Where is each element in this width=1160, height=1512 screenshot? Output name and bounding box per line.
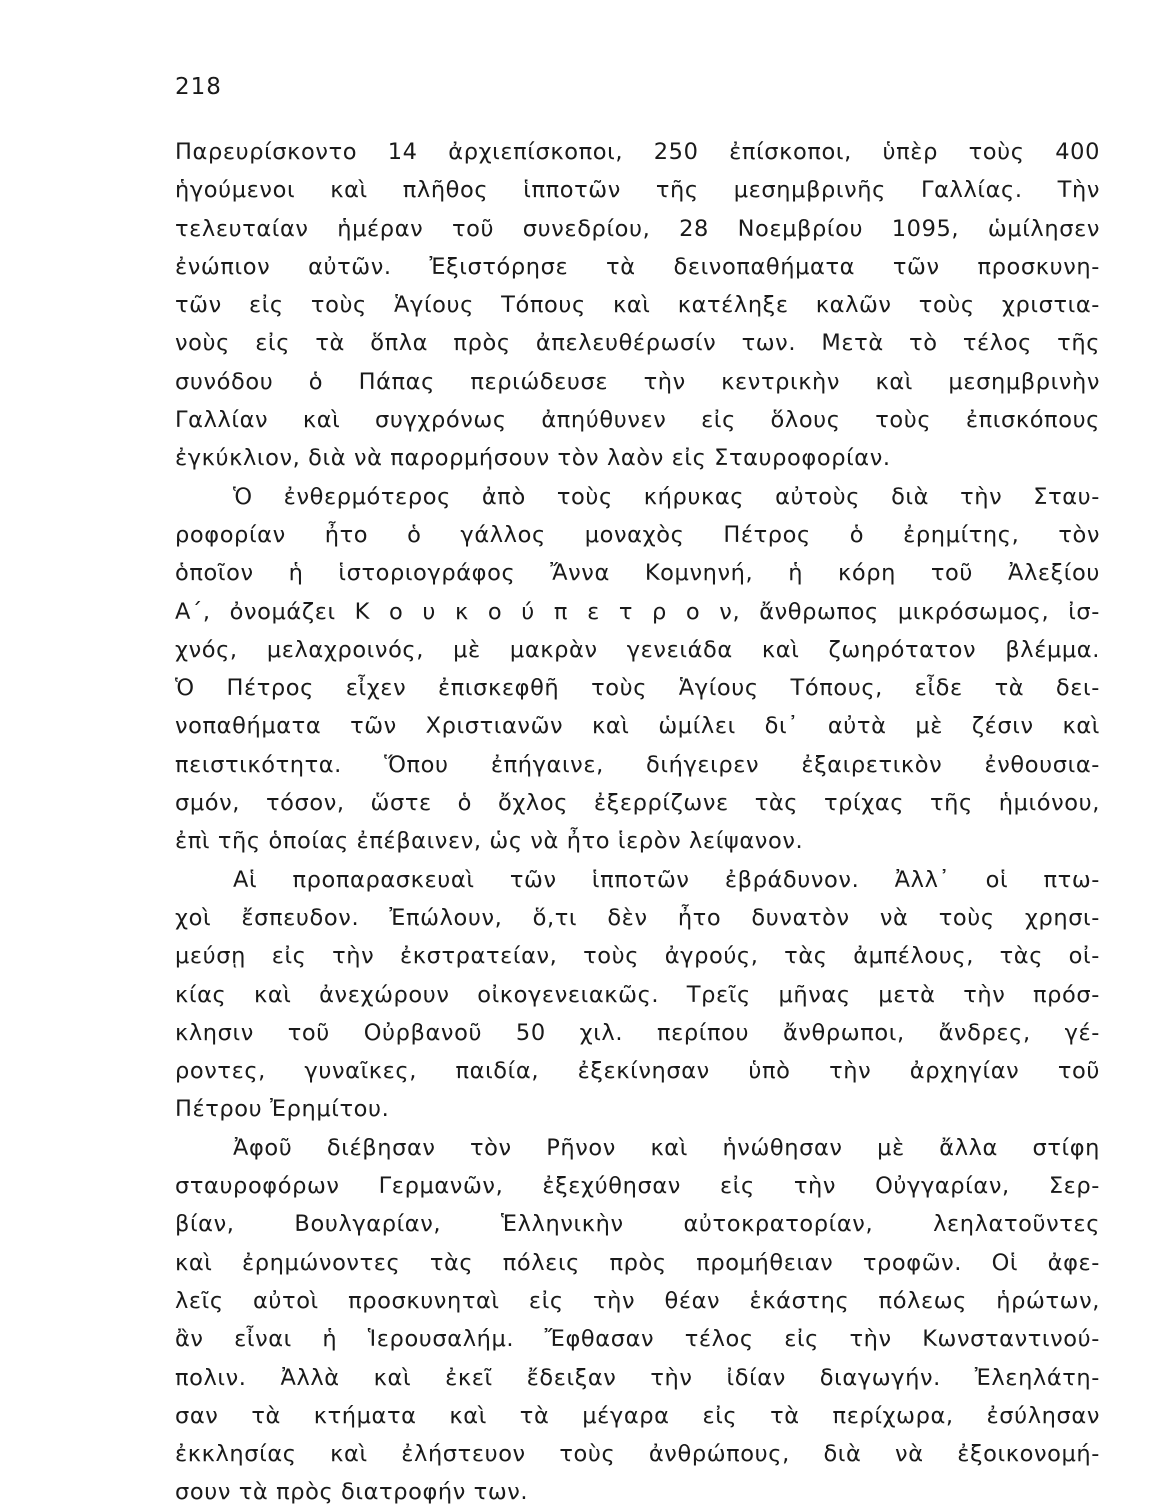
text-line: ὁποῖον ἡ ἱστοριογράφος Ἄννα Κομνηνή, ἡ κόρη τοῦ Ἀλεξίου: [175, 560, 1100, 587]
body-text: [175, 133, 1100, 1512]
text-line: πολιν. Ἀλλὰ καὶ ἐκεῖ ἔδειξαν τὴν ἰδίαν διαγωγήν. Ἐλεηλάτη-: [175, 1364, 1100, 1391]
text-line: Ἀφοῦ διέβησαν τὸν Ρῆνον καὶ ἡνώθησαν μὲ ἄλλα στίφη: [233, 1134, 1100, 1161]
text-line: χνός, μελαχροινός, μὲ μακρὰν γενειάδα καὶ ζωηρότατον βλέμμα.: [175, 636, 1100, 663]
page-number: 218: [175, 74, 222, 100]
text-line: ἡγούμενοι καὶ πλῆθος ἱπποτῶν τῆς μεσημβρινῆς Γαλλίας. Τὴν: [175, 177, 1100, 204]
text-line: μεύσῃ εἰς τὴν ἐκστρατείαν, τοὺς ἀγρούς, τὰς ἀμπέλους, τὰς οἰ-: [175, 943, 1100, 970]
text-line: τελευταίαν ἡμέραν τοῦ συνεδρίου, 28 Νοεμβρίου 1095, ὡμίλησεν: [175, 215, 1100, 242]
text-line: Ὁ Πέτρος εἶχεν ἐπισκεφθῆ τοὺς Ἁγίους Τόπους, εἶδε τὰ δει-: [175, 675, 1100, 702]
text-line: πειστικότητα. Ὅπου ἐπήγαινε, διήγειρεν ἐξαιρετικὸν ἐνθουσια-: [175, 751, 1100, 778]
text-line: ροντες, γυναῖκες, παιδία, ἐξεκίνησαν ὑπὸ τὴν ἀρχηγίαν τοῦ: [175, 1058, 1100, 1085]
text-line: Παρευρίσκοντο 14 ἀρχιεπίσκοποι, 250 ἐπίσκοποι, ὑπὲρ τοὺς 400: [175, 139, 1100, 165]
text-line: καὶ ἐρημώνοντες τὰς πόλεις πρὸς προμήθειαν τροφῶν. Οἱ ἀφε-: [175, 1249, 1100, 1276]
text-line: τῶν εἰς τοὺς Ἁγίους Τόπους καὶ κατέληξε καλῶν τοὺς χριστια-: [175, 292, 1100, 319]
text-line: χοὶ ἔσπευδον. Ἐπώλουν, ὅ,τι δὲν ἦτο δυνατὸν νὰ τοὺς χρησι-: [175, 904, 1100, 931]
text-line: βίαν, Βουλγαρίαν, Ἑλληνικὴν αὐτοκρατορίαν, λεηλατοῦντες: [175, 1211, 1100, 1238]
text-line: κίας καὶ ἀνεχώρουν οἰκογενειακῶς. Τρεῖς μῆνας μετὰ τὴν πρόσ-: [175, 981, 1100, 1008]
text-line: κλησιν τοῦ Οὐρβανοῦ 50 χιλ. περίπου ἄνθρωποι, ἄνδρες, γέ-: [175, 1019, 1100, 1046]
text-line: Α΄, ὀνομάζει Κ ο υ κ ο ύ π ε τ ρ ο ν, ἄνθρωπος μικρόσωμος, ἰσ-: [175, 598, 1100, 625]
text-line: σταυροφόρων Γερμανῶν, ἐξεχύθησαν εἰς τὴν Οὐγγαρίαν, Σερ-: [175, 1173, 1100, 1200]
text-line: ἐκκλησίας καὶ ἐλήστευον τοὺς ἀνθρώπους, διὰ νὰ ἐξοικονομή-: [175, 1441, 1100, 1468]
text-line: Αἱ προπαρασκευαὶ τῶν ἱπποτῶν ἐβράδυνον. Ἀλλ᾽ οἱ πτω-: [233, 866, 1100, 893]
text-line: ἐγκύκλιον, διὰ νὰ παρορμήσουν τὸν λαὸν εἰς Σταυροφορίαν.: [175, 445, 891, 472]
text-line: ἐνώπιον αὐτῶν. Ἐξιστόρησε τὰ δεινοπαθήματα τῶν προσκυνη-: [175, 253, 1100, 280]
text-line: ἐπὶ τῆς ὁποίας ἐπέβαινεν, ὡς νὰ ἦτο ἱερὸν λείψανον.: [175, 828, 804, 855]
text-line: Ὁ ἐνθερμότερος ἀπὸ τοὺς κήρυκας αὐτοὺς διὰ τὴν Σταυ-: [233, 483, 1100, 510]
text-line: σαν τὰ κτήματα καὶ τὰ μέγαρα εἰς τὰ περίχωρα, ἐσύλησαν: [175, 1402, 1100, 1429]
text-line: σμόν, τόσον, ὥστε ὁ ὄχλος ἐξερρίζωνε τὰς τρίχας τῆς ἡμιόνου,: [175, 790, 1100, 817]
text-line: ἂν εἶναι ἡ Ἱερουσαλήμ. Ἔφθασαν τέλος εἰς τὴν Κωνσταντινού-: [175, 1326, 1100, 1353]
text-line: Πέτρου Ἐρημίτου.: [175, 1096, 390, 1123]
text-line: νοὺς εἰς τὰ ὅπλα πρὸς ἀπελευθέρωσίν των. Μετὰ τὸ τέλος τῆς: [175, 330, 1100, 357]
text-line: νοπαθήματα τῶν Χριστιανῶν καὶ ὡμίλει δι᾽ αὐτὰ μὲ ζέσιν καὶ: [175, 713, 1100, 740]
text-line: συνόδου ὁ Πάπας περιώδευσε τὴν κεντρικὴν καὶ μεσημβρινὴν: [175, 368, 1100, 395]
text-line: λεῖς αὐτοὶ προσκυνηταὶ εἰς τὴν θέαν ἑκάστης πόλεως ἡρώτων,: [175, 1287, 1100, 1314]
text-line: ροφορίαν ἦτο ὁ γάλλος μοναχὸς Πέτρος ὁ ἐρημίτης, τὸν: [175, 521, 1100, 548]
text-line: Γαλλίαν καὶ συγχρόνως ἀπηύθυνεν εἰς ὅλους τοὺς ἐπισκόπους: [175, 407, 1100, 434]
text-line: σουν τὰ πρὸς διατροφήν των.: [175, 1479, 529, 1506]
